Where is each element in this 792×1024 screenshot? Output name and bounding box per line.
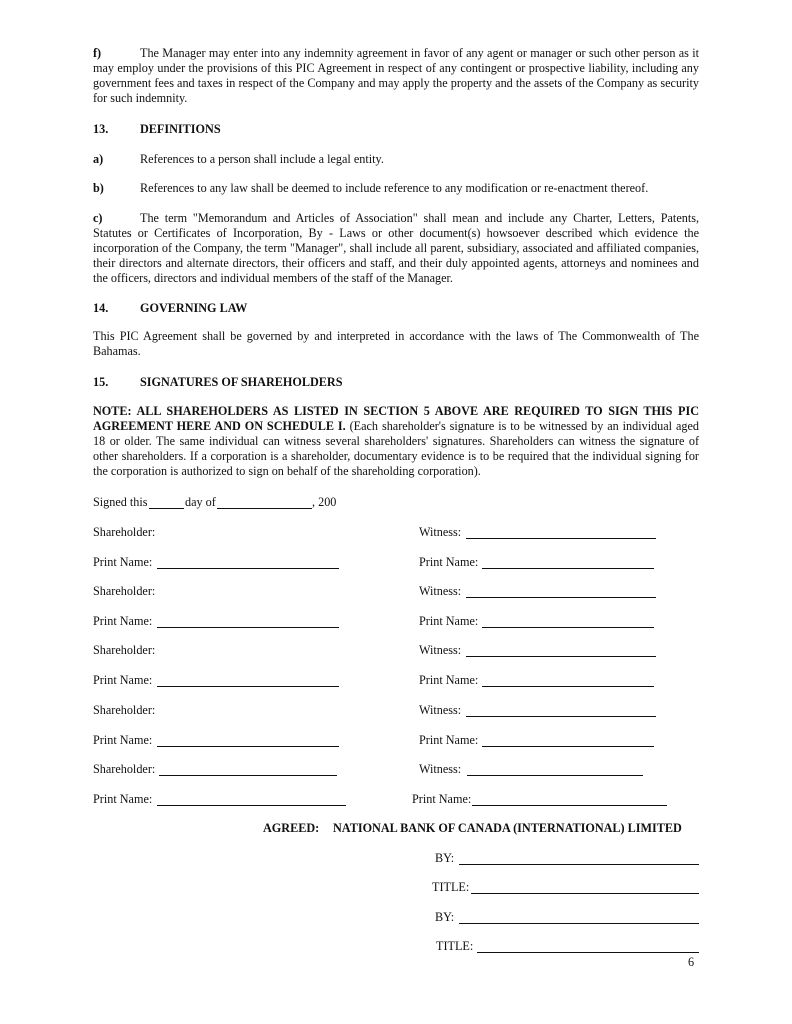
paragraph-text: References to a person shall include a legal entity. [140, 152, 384, 166]
witness-signature-line[interactable] [466, 597, 656, 598]
by-label: BY: [435, 910, 455, 924]
paragraph-f [93, 46, 699, 106]
title-line[interactable] [477, 952, 699, 953]
signed-this-label: Signed this [93, 495, 148, 509]
shareholder-print-name-line[interactable] [157, 746, 339, 747]
title-line[interactable] [471, 893, 699, 894]
print-name-label: Print Name: [93, 733, 153, 747]
shareholder-print-name-line[interactable] [157, 568, 339, 569]
witness-label: Witness: [419, 703, 462, 717]
print-name-label: Print Name: [412, 792, 472, 806]
section-number: 14. [93, 301, 109, 315]
shareholder-label: Shareholder: [93, 643, 156, 657]
witness-label: Witness: [419, 643, 462, 657]
by-signature-line[interactable] [459, 923, 699, 924]
day-of-label: day of [185, 495, 216, 509]
agreed-label: AGREED: [263, 821, 320, 835]
paragraph-13b [93, 181, 699, 196]
witness-print-name-line[interactable] [482, 568, 654, 569]
signed-month-line[interactable] [217, 508, 312, 509]
shareholder-print-name-line[interactable] [157, 627, 339, 628]
section-15-heading [93, 375, 343, 390]
print-name-label: Print Name: [419, 555, 479, 569]
witness-print-name-line[interactable] [472, 805, 667, 806]
paragraph-text: The Manager may enter into any indemnity agreement in favor of any agent or manager or such other person as it may employ under the provisions of this PIC Agreement in respect of any contingent or prospective liability, including any government fees and taxes in respect of the Company and may apply the property and the assets of the Company as security for such indemnity. [93, 46, 699, 105]
section-title: DEFINITIONS [140, 122, 221, 136]
witness-print-name-line[interactable] [482, 746, 654, 747]
signed-day-line[interactable] [149, 508, 184, 509]
witness-print-name-line[interactable] [482, 686, 654, 687]
section-13-heading [93, 122, 221, 137]
signature-note [93, 404, 699, 479]
year-label: , 200 [312, 495, 337, 509]
by-signature-line[interactable] [459, 864, 699, 865]
paragraph-text: This PIC Agreement shall be governed by and interpreted in accordance with the laws of The Commonwealth of The Bahamas. [93, 329, 699, 358]
print-name-label: Print Name: [419, 733, 479, 747]
witness-label: Witness: [419, 762, 462, 776]
print-name-label: Print Name: [93, 614, 153, 628]
by-label: BY: [435, 851, 455, 865]
shareholder-print-name-line[interactable] [157, 686, 339, 687]
note-text: (Each shareholder's signature is to be witnessed by an individual aged 18 or older. The same individual can witness several shareholders' signatures. Shareholders can witness the signature of other shareholders. If a corporation is a shareholder, documentary evidence is to be required that the individual signing for the corporation is authorized to sign on behalf of the shareholding corporation). [93, 419, 699, 478]
witness-label: Witness: [419, 525, 462, 539]
witness-print-name-line[interactable] [482, 627, 654, 628]
print-name-label: Print Name: [419, 614, 479, 628]
paragraph-marker: b) [93, 181, 104, 195]
paragraph-marker: c) [93, 211, 103, 225]
title-label: TITLE: [436, 939, 474, 953]
bank-name: NATIONAL BANK OF CANADA (INTERNATIONAL) LIMITED [333, 821, 682, 835]
paragraph-13a [93, 152, 699, 167]
print-name-label: Print Name: [93, 673, 153, 687]
paragraph-marker: a) [93, 152, 104, 166]
shareholder-label: Shareholder: [93, 584, 156, 598]
title-label: TITLE: [432, 880, 470, 894]
paragraph-marker: f) [93, 46, 102, 60]
shareholder-label: Shareholder: [93, 525, 156, 539]
section-title: SIGNATURES OF SHAREHOLDERS [140, 375, 343, 389]
print-name-label: Print Name: [93, 555, 153, 569]
witness-signature-line[interactable] [466, 656, 656, 657]
witness-signature-line[interactable] [466, 538, 656, 539]
witness-signature-line[interactable] [467, 775, 643, 776]
print-name-label: Print Name: [93, 792, 153, 806]
page-number: 6 [688, 955, 695, 969]
paragraph-14 [93, 329, 699, 359]
section-14-heading [93, 301, 247, 316]
paragraph-text: The term "Memorandum and Articles of Association" shall mean and include any Charter, Letters, Patents, Statutes or Certificates of Incorporation, By - Laws or other document(s) howsoever described which evidence the incorporation of the Company, the term "Manager", shall include all parent, subsidiary, associated and affiliated companies, their directors and alternate directors, their officers and staff, and their duly appointed agents, attorneys and nominees and the officers, directors and individual members of the staff of the Manager. [93, 211, 699, 285]
paragraph-13c [93, 211, 699, 286]
section-number: 15. [93, 375, 109, 389]
shareholder-label: Shareholder: [93, 762, 156, 776]
witness-signature-line[interactable] [466, 716, 656, 717]
section-number: 13. [93, 122, 109, 136]
shareholder-print-name-line[interactable] [157, 805, 346, 806]
witness-label: Witness: [419, 584, 462, 598]
section-title: GOVERNING LAW [140, 301, 248, 315]
paragraph-text: References to any law shall be deemed to include reference to any modification or re-enactment thereof. [140, 181, 649, 195]
shareholder-label: Shareholder: [93, 703, 156, 717]
shareholder-signature-line[interactable] [159, 775, 337, 776]
note-bold-text: NOTE: ALL SHAREHOLDERS AS LISTED IN SECTION 5 ABOVE ARE REQUIRED TO SIGN THIS PIC AGREEMENT HERE AND ON SCHEDULE I. [93, 404, 699, 433]
print-name-label: Print Name: [419, 673, 479, 687]
